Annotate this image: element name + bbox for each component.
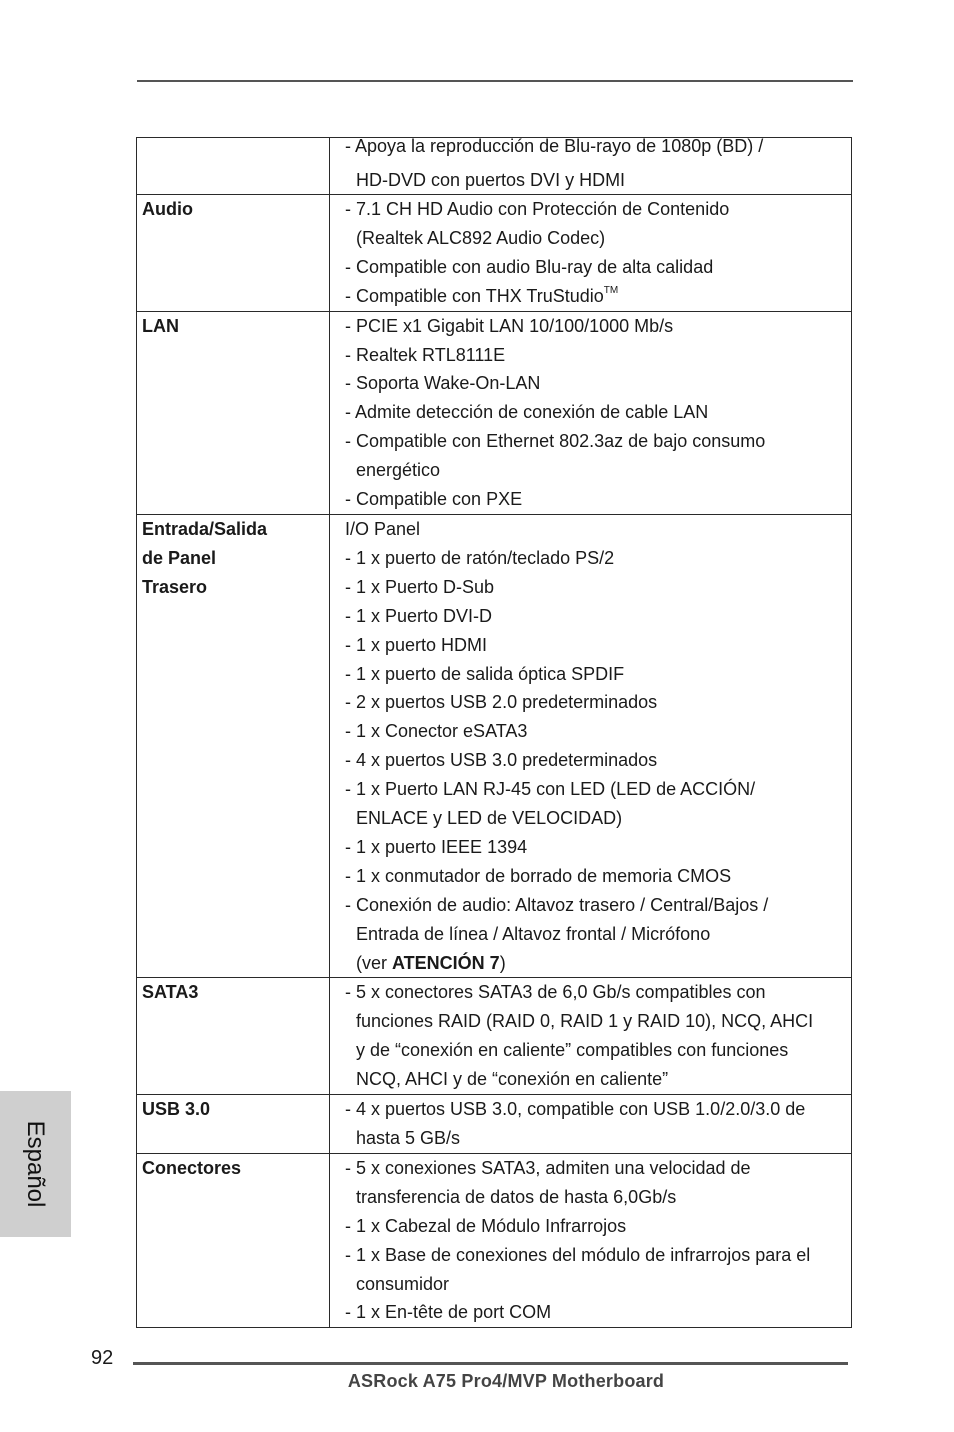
spec-label: Trasero [142, 576, 208, 597]
spec-line-text: - 2 x puertos USB 2.0 predeterminados [345, 692, 658, 713]
spec-line-text: - 1 x Cabezal de Módulo Infrarrojos [345, 1215, 627, 1236]
spec-line-text: - 4 x puertos USB 3.0 predeterminados [345, 750, 658, 771]
spec-line [345, 717, 843, 746]
spec-line-text: - 1 x puerto IEEE 1394 [345, 836, 528, 857]
spec-line [345, 1212, 843, 1241]
trademark-superscript: TM [603, 284, 619, 296]
spec-line [345, 891, 843, 920]
spec-value-cell [330, 138, 852, 195]
spec-row [137, 311, 852, 514]
spec-value-cell [330, 514, 852, 978]
spec-line-text: (ver [356, 952, 392, 973]
spec-line [345, 427, 843, 456]
spec-line [345, 602, 843, 631]
header-rule [137, 80, 853, 82]
spec-line [345, 688, 843, 717]
spec-line [345, 660, 843, 689]
spec-line-text: - Compatible con Ethernet 802.3az de bajo consumo [345, 431, 766, 452]
spec-line-text: energético [356, 460, 441, 481]
spec-value-cell [330, 1095, 852, 1154]
spec-line-emphasis: ATENCIÓN 7 [392, 952, 500, 973]
spec-line-text: - 1 x Puerto D-Sub [345, 576, 495, 597]
spec-line [345, 1036, 843, 1065]
specifications-table [136, 137, 852, 1328]
spec-line-text: hasta 5 GB/s [356, 1128, 461, 1148]
spec-line [345, 369, 843, 398]
spec-label: de Panel [142, 547, 217, 568]
spec-label-cell [137, 514, 330, 978]
spec-line [345, 833, 843, 862]
spec-value-cell [330, 978, 852, 1095]
spec-line [345, 166, 843, 194]
spec-line [345, 544, 843, 573]
spec-row [137, 1095, 852, 1154]
spec-line-text: - 5 x conexiones SATA3, admiten una velocidad de [345, 1157, 751, 1178]
spec-line [345, 1154, 843, 1183]
spec-line-text: ENLACE y LED de VELOCIDAD) [356, 808, 623, 829]
spec-line-text: - 1 x puerto de ratón/teclado PS/2 [345, 547, 615, 568]
spec-line [345, 1298, 843, 1327]
spec-value-cell [330, 311, 852, 514]
spec-row [137, 1153, 852, 1327]
spec-line [345, 398, 843, 427]
spec-line-text: - 1 x conmutador de borrado de memoria CMOS [345, 865, 732, 886]
spec-line-text: - 5 x conectores SATA3 de 6,0 Gb/s compatibles con [345, 982, 766, 1003]
spec-line [345, 746, 843, 775]
spec-line-text: - Apoya la reproducción de Blu-rayo de 1080p (BD) / [345, 136, 764, 156]
spec-row [137, 138, 852, 195]
spec-line [345, 1007, 843, 1036]
page-number: 92 [91, 1347, 114, 1369]
spec-line-text: - Admite detección de conexión de cable LAN [345, 402, 709, 423]
spec-line-text: HD-DVD con puertos DVI y HDMI [356, 170, 626, 190]
spec-label: USB 3.0 [142, 1099, 211, 1120]
spec-line [345, 1183, 843, 1212]
language-side-tab [0, 1091, 71, 1237]
specifications-table-body [137, 138, 852, 1328]
spec-line-text: consumidor [356, 1273, 450, 1294]
spec-line-text: - Compatible con THX TruStudio [345, 285, 604, 306]
spec-line [345, 1095, 843, 1124]
spec-label-cell [137, 1153, 330, 1327]
spec-line-text: funciones RAID (RAID 0, RAID 1 y RAID 10), NCQ, AHCI [356, 1011, 814, 1032]
spec-line-text: - Compatible con PXE [345, 489, 523, 510]
spec-line-text: - 4 x puertos USB 3.0, compatible con USB 1.0/2.0/3.0 de [345, 1099, 806, 1120]
spec-line-text: - 1 x puerto HDMI [345, 634, 488, 655]
spec-line [345, 1065, 843, 1094]
spec-line [345, 949, 843, 978]
spec-line-text: - Realtek RTL8111E [345, 344, 506, 365]
spec-label-cell [137, 978, 330, 1095]
spec-line [345, 1241, 843, 1270]
spec-line [345, 132, 843, 160]
spec-line-text: - 1 x En-tête de port COM [345, 1302, 552, 1323]
spec-line [345, 775, 843, 804]
spec-line [345, 456, 843, 485]
spec-line [345, 515, 843, 544]
spec-line [345, 485, 843, 514]
spec-row [137, 514, 852, 978]
spec-label: Conectores [142, 1157, 242, 1178]
spec-line-text: Entrada de línea / Altavoz frontal / Micrófono [356, 923, 711, 944]
spec-line-text: - 1 x Puerto LAN RJ-45 con LED (LED de ACCIÓN/ [345, 779, 756, 800]
spec-line [345, 631, 843, 660]
spec-line [345, 804, 843, 833]
spec-value-cell [330, 195, 852, 312]
spec-line [345, 862, 843, 891]
spec-label-cell [137, 195, 330, 312]
spec-line [345, 312, 843, 341]
spec-line [345, 195, 843, 224]
spec-label: Entrada/Salida [142, 518, 268, 539]
spec-line [345, 920, 843, 949]
spec-line-text: - 1 x Puerto DVI-D [345, 605, 493, 626]
spec-label: SATA3 [142, 982, 199, 1003]
spec-line-text: - 1 x puerto de salida óptica SPDIF [345, 663, 625, 684]
language-tab-label: Español [22, 1120, 49, 1208]
spec-line-suffix: ) [499, 952, 506, 973]
spec-line [345, 282, 843, 311]
footer-product-name: ASRock A75 Pro4/MVP Motherboard [347, 1371, 665, 1391]
spec-line [345, 1270, 843, 1299]
spec-row [137, 195, 852, 312]
footer-rule [133, 1362, 848, 1365]
spec-line-text: y de “conexión en caliente” compatibles con funciones [356, 1040, 789, 1061]
spec-row [137, 978, 852, 1095]
spec-line-text: transferencia de datos de hasta 6,0Gb/s [356, 1186, 677, 1207]
spec-value-cell [330, 1153, 852, 1327]
spec-line [345, 978, 843, 1007]
spec-line [345, 573, 843, 602]
spec-line-text: NCQ, AHCI y de “conexión en caliente” [356, 1069, 669, 1090]
spec-line-text: - 1 x Base de conexiones del módulo de infrarrojos para el [345, 1244, 811, 1265]
spec-line [345, 224, 843, 253]
spec-label-cell [137, 138, 330, 195]
spec-label: LAN [142, 315, 179, 336]
spec-line [345, 341, 843, 370]
spec-line-text: - Soporta Wake-On-LAN [345, 373, 541, 394]
spec-label-cell [137, 1095, 330, 1154]
spec-line-text: - Conexión de audio: Altavoz trasero / Central/Bajos / [345, 894, 769, 915]
spec-label: Audio [142, 199, 193, 219]
spec-label-cell [137, 311, 330, 514]
spec-line-text: (Realtek ALC892 Audio Codec) [356, 227, 606, 248]
spec-line-text: - 7.1 CH HD Audio con Protección de Contenido [345, 199, 730, 219]
spec-line [345, 253, 843, 282]
spec-line-text: - Compatible con audio Blu-ray de alta calidad [345, 256, 714, 277]
spec-line-text: - PCIE x1 Gigabit LAN 10/100/1000 Mb/s [345, 315, 674, 336]
spec-line-text: I/O Panel [345, 518, 421, 539]
spec-line-text: - 1 x Conector eSATA3 [345, 721, 528, 742]
spec-line [345, 1124, 843, 1153]
